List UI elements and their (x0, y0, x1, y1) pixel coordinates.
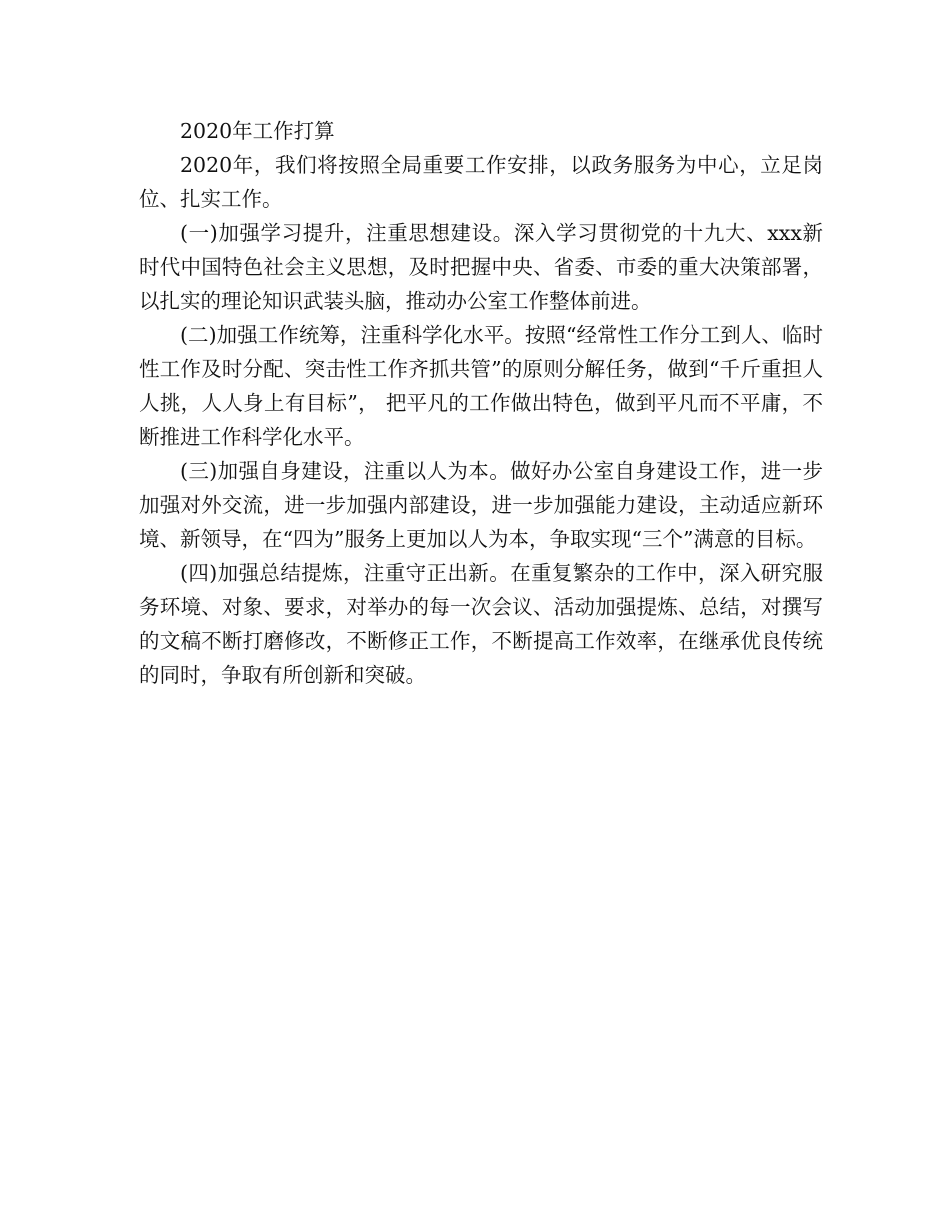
section-paragraph-1: (一)加强学习提升，注重思想建设。深入学习贯彻党的十九大、xxx新时代中国特色社会主义思想，及时把握中央、省委、市委的重大决策部署，以扎实的理论知识武装头脑，推动办公室工作整体前进。 (139, 221, 823, 313)
intro-paragraph: 2020年，我们将按照全局重要工作安排，以政务服务为中心，立足岗位、扎实工作。 (139, 153, 823, 211)
section-paragraph-2: (二)加强工作统筹，注重科学化水平。按照“经常性工作分工到人、临时性工作及时分配、突击性工作齐抓共管”的原则分解任务，做到“千斤重担人人挑，人人身上有目标”， 把平凡的工作做出特色，做到平凡而不平庸，不断推进工作科学化水平。 (139, 323, 823, 449)
document-title: 2020年工作打算 (180, 119, 335, 143)
section-paragraph-4: (四)加强总结提炼，注重守正出新。在重复繁杂的工作中，深入研究服务环境、对象、要求，对举办的每一次会议、活动加强提炼、总结，对撰写的文稿不断打磨修改，不断修正工作，不断提高工作效率，在继承优良传统的同时，争取有所创新和突破。 (139, 561, 823, 687)
document-body (139, 114, 823, 692)
section-paragraph-3: (三)加强自身建设，注重以人为本。做好办公室自身建设工作，进一步加强对外交流，进一步加强内部建设，进一步加强能力建设，主动适应新环境、新领导，在“四为”服务上更加以人为本，争取实现“三个”满意的目标。 (139, 459, 823, 551)
